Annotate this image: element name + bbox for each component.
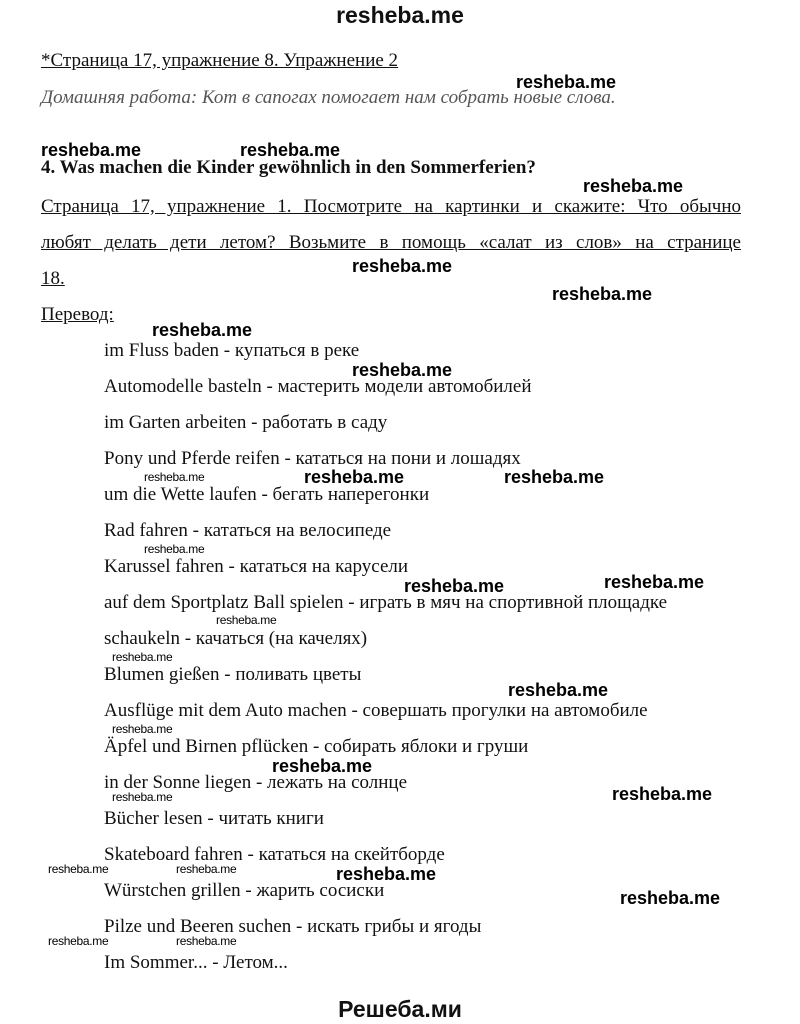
watermark: resheba.me	[336, 864, 437, 884]
vocab-entry: Automodelle basteln - мастерить модели автомобилей	[104, 376, 532, 397]
vocab-entry: Ausflüge mit dem Auto machen - совершать прогулки на автомобиле	[104, 700, 648, 721]
watermark: resheba.me	[504, 467, 605, 487]
homework-note: Домашняя работа: Кот в сапогах помогает нам собрать новые слова.	[41, 87, 616, 108]
section-heading: 4. Was machen die Kinder gewöhnlich in den Sommerferien?	[41, 157, 536, 178]
watermark-small: resheba.me	[48, 934, 109, 948]
watermark: resheba.me	[304, 467, 405, 487]
task-line-2: любят делать дети летом? Возьмите в помощь «салат из слов» на странице	[41, 232, 741, 253]
watermark: resheba.me	[583, 176, 684, 196]
exercise-reference: *Страница 17, упражнение 8. Упражнение 2	[41, 50, 399, 71]
vocab-entry: auf dem Sportplatz Ball spielen - играть в мяч на спортивной площадке	[104, 592, 668, 613]
watermark: resheba.me	[404, 576, 505, 596]
vocab-entry: Rad fahren - кататься на велосипеде	[104, 520, 392, 541]
watermark-small: resheba.me	[216, 613, 277, 627]
task-line-1: Страница 17, упражнение 1. Посмотрите на картинки и скажите: Что обычно	[41, 196, 741, 217]
watermark: resheba.me	[508, 680, 609, 700]
watermark: resheba.me	[552, 284, 653, 304]
vocab-entry: im Garten arbeiten - работать в саду	[104, 412, 388, 433]
watermark: resheba.me	[604, 572, 705, 592]
footer-title: Решеба.ми	[338, 996, 462, 1022]
watermark: resheba.me	[516, 72, 617, 92]
vocab-entry: Äpfel und Birnen pflücken - собирать яблоки и груши	[104, 736, 529, 757]
watermark: resheba.me	[240, 140, 341, 160]
watermark-small: resheba.me	[112, 650, 173, 664]
vocab-entry: im Fluss baden - купаться в реке	[104, 340, 360, 361]
vocab-entry: schaukeln - качаться (на качелях)	[104, 628, 368, 649]
watermark-small: resheba.me	[176, 934, 237, 948]
watermark: resheba.me	[612, 784, 713, 804]
site-title: resheba.me	[336, 2, 464, 28]
watermark-small: resheba.me	[48, 862, 109, 876]
watermark-small: resheba.me	[144, 470, 205, 484]
watermark-small: resheba.me	[112, 790, 173, 804]
watermark-small: resheba.me	[144, 542, 205, 556]
vocab-entry: Pilze und Beeren suchen - искать грибы и ягоды	[104, 916, 482, 937]
vocab-entry: um die Wette laufen - бегать наперегонки	[104, 484, 430, 505]
vocab-entry: Karussel fahren - кататься на карусели	[104, 556, 409, 577]
watermark: resheba.me	[272, 756, 373, 776]
task-line-3: 18.	[41, 268, 65, 289]
vocab-entry: Würstchen grillen - жарить сосиски	[104, 880, 385, 901]
vocab-entry: Bücher lesen - читать книги	[104, 808, 324, 829]
watermark: resheba.me	[352, 256, 453, 276]
translation-label: Перевод:	[41, 304, 114, 325]
vocab-entry: Pony und Pferde reifen - кататься на пони и лошадях	[104, 448, 521, 469]
vocab-entry: Skateboard fahren - кататься на скейтборде	[104, 844, 445, 865]
watermark-small: resheba.me	[112, 722, 173, 736]
vocab-entry: in der Sonne liegen - лежать на солнце	[104, 772, 408, 793]
vocab-entry: Blumen gießen - поливать цветы	[104, 664, 362, 685]
watermark: resheba.me	[620, 888, 721, 908]
vocab-entry: Im Sommer... - Летом...	[104, 952, 288, 973]
watermark: resheba.me	[352, 360, 453, 380]
watermark: resheba.me	[41, 140, 142, 160]
watermark: resheba.me	[152, 320, 253, 340]
watermark-small: resheba.me	[176, 862, 237, 876]
